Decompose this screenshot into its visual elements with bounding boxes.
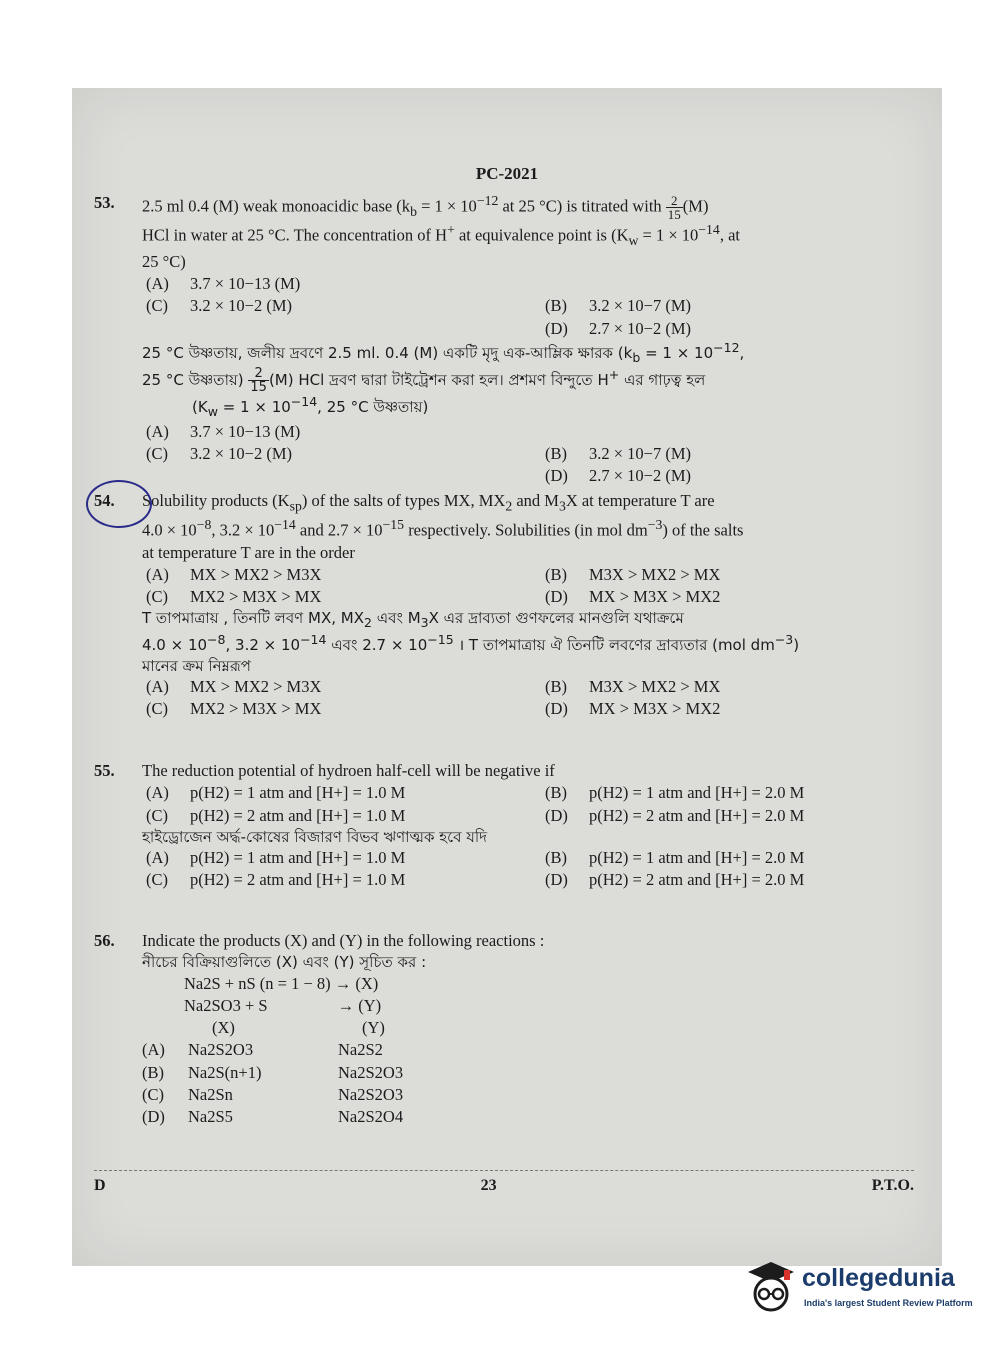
q56-bn-line-1: নীচের বিক্রিয়াগুলিতে (X) এবং (Y) সূচিত কর :: [142, 953, 427, 972]
option-b[interactable]: (B) p(H2) = 1 atm and [H+] = 2.0 M: [545, 848, 805, 868]
option-d[interactable]: (D) 2.7 × 10−2 (M): [545, 318, 692, 338]
q53-bn-line-1: 25 °C উষ্ণতায়, জলীয় দ্রবণে 2.5 ml. 0.4 (M) একটি মৃদু এক-আম্লিক ক্ষারক ($k_b = 1 \times 10^{-12}$,: [142, 339, 745, 365]
option-b[interactable]: (B) p(H2) = 1 atm and [H+] = 2.0 M: [545, 783, 805, 803]
option-b[interactable]: (B) M3X > MX2 > MX: [545, 564, 721, 584]
option-b[interactable]: (B) Na2S(n+1) Na2S2O3: [142, 1062, 404, 1082]
option-a[interactable]: (A) 3.7 × 10−13 (M): [146, 421, 301, 441]
q53-bn-options: [146, 421, 914, 488]
q56-options: [142, 1039, 914, 1128]
q53-en-line-2: HCl in water at 25 °C. The concentration of H+ at equivalence point is ($K_w = 1 \times 10^{-14}$, at: [142, 222, 740, 249]
pto-label: P.T.O.: [871, 1177, 914, 1194]
q54-bn-line-2: $4.0 \times 10^{-8}$, $3.2 \times 10^{-14}$ এবং $2.7 \times 10^{-15}$ । T তাপমাত্রায় ঐ তিনটি লবণের দ্রাব্যতার (mol $dm^{-3}$): [142, 632, 800, 655]
q54-bn-options: [146, 676, 914, 721]
option-c[interactable]: (C) 3.2 × 10−2 (M): [146, 296, 293, 316]
question-54: [94, 490, 914, 720]
option-a[interactable]: (A) MX > MX2 > M3X: [146, 676, 322, 696]
question-number: 55.: [94, 761, 115, 780]
option-c[interactable]: (C) p(H2) = 2 atm and [H+] = 1.0 M: [146, 870, 406, 890]
q54-options: [146, 564, 914, 609]
option-d[interactable]: (D) p(H2) = 2 atm and [H+] = 2.0 M: [545, 805, 805, 825]
fraction: $\frac{2}{15}$: [250, 365, 267, 395]
graduate-icon: [744, 1258, 798, 1314]
reaction-2: Na2SO3 + S → (Y): [184, 995, 382, 1015]
collegedunia-logo: [744, 1258, 974, 1318]
pen-circle-mark: [86, 480, 152, 528]
q53-options: [146, 273, 914, 340]
fraction: $\frac{2}{15}$: [667, 193, 681, 223]
column-y-header: (Y): [362, 1018, 385, 1038]
question-number: 53.: [94, 193, 115, 212]
option-a[interactable]: (A) p(H2) = 1 atm and [H+] = 1.0 M: [146, 783, 406, 803]
option-a[interactable]: (A) MX > MX2 > M3X: [146, 564, 322, 584]
paper-code: PC-2021: [475, 164, 539, 183]
q55-bn-options: [146, 847, 914, 892]
question-number: 56.: [94, 931, 115, 950]
q53-bn-line-2: 25 °C উষ্ণতায়) $\frac{2}{15}$ (M) HCl দ্রবণ দ্বারা টাইট্রেশন করা হল। প্রশমণ বিন্দুতে H+ এর গাঢ়ত্ব হল: [142, 365, 706, 395]
reaction-1: Na2S + nS (n = 1 − 8) → (X): [184, 973, 379, 993]
option-d[interactable]: (D) Na2S5 Na2S2O4: [142, 1107, 404, 1127]
q54-en-line-3: at temperature T are in the order: [142, 542, 355, 562]
product-table: [192, 1017, 914, 1039]
q54-bn-line-3: মানের ক্রম নিম্নরূপ: [142, 656, 251, 675]
q54-bn-line-1: T তাপমাত্রায় , তিনটি লবণ MX, $MX_2$ এবং $M_3X$ এর দ্রাব্যতা গুণফলের মানগুলি যথাক্রমে: [142, 609, 684, 631]
option-c[interactable]: (C) Na2Sn Na2S2O3: [142, 1084, 404, 1104]
option-b[interactable]: (B) 3.2 × 10−7 (M): [545, 443, 692, 463]
set-code: D: [94, 1177, 106, 1194]
q55-options: [146, 782, 914, 827]
page-number: 23: [480, 1177, 497, 1194]
option-a[interactable]: (A) Na2S2O3 Na2S2: [142, 1040, 383, 1060]
option-d[interactable]: (D) p(H2) = 2 atm and [H+] = 2.0 M: [545, 870, 805, 890]
q54-en-line-1: Solubility products $(K_{sp})$ of the salts of types MX, $MX_2$ and $M_3X$ at temperature T are: [142, 491, 715, 514]
question-number: 54.: [94, 490, 115, 512]
question-53: [94, 192, 914, 487]
q55-bn-line-1: হাইড্রোজেন অর্দ্ধ-কোষের বিজারণ বিভব ঋণাত্মক হবে যদি: [142, 827, 488, 846]
option-c[interactable]: (C) MX2 > M3X > MX: [146, 587, 322, 607]
page-footer: [94, 1170, 914, 1195]
reaction-block: [184, 973, 914, 1018]
exam-page: [72, 88, 942, 1266]
question-55: [94, 760, 914, 892]
q56-en-line-1: Indicate the products (X) and (Y) in the following reactions :: [142, 931, 545, 950]
option-d[interactable]: (D) 2.7 × 10−2 (M): [545, 466, 692, 486]
q53-en-line-1: 2.5 ml 0.4 (M) weak monoacidic base ($k_b = 1 \times 10^{-12}$ at 25 °C) is titrated with $\frac{2}{15}$ (M): [142, 193, 709, 223]
option-c[interactable]: (C) MX2 > M3X > MX: [146, 699, 322, 719]
option-d[interactable]: (D) MX > M3X > MX2: [545, 587, 721, 607]
q54-en-line-2: $4.0 \times 10^{-8}$, $3.2 \times 10^{-14}$ and $2.7 \times 10^{-15}$ respectively. Solubilities (in mol $dm^{-3}$) of the salts: [142, 516, 744, 540]
q55-en-line-1: The reduction potential of hydroen half-cell will be negative if: [142, 761, 555, 780]
option-b[interactable]: (B) 3.2 × 10−7 (M): [545, 296, 692, 316]
option-a[interactable]: (A) 3.7 × 10−13 (M): [146, 273, 301, 293]
q53-en-line-3: 25 °C): [142, 251, 186, 271]
option-a[interactable]: (A) p(H2) = 1 atm and [H+] = 1.0 M: [146, 848, 406, 868]
option-c[interactable]: (C) p(H2) = 2 atm and [H+] = 1.0 M: [146, 805, 406, 825]
column-x-header: (X): [212, 1018, 235, 1038]
option-d[interactable]: (D) MX > M3X > MX2: [545, 699, 721, 719]
q53-bn-line-3: ($K_w = 1 \times 10^{-14}$, 25 °C উষ্ণতায়): [192, 393, 429, 419]
option-b[interactable]: (B) M3X > MX2 > MX: [545, 676, 721, 696]
option-c[interactable]: (C) 3.2 × 10−2 (M): [146, 443, 293, 463]
brand-name: collegedunia: [802, 1264, 955, 1292]
question-56: [94, 930, 914, 1128]
brand-tagline: India's largest Student Review Platform: [804, 1298, 973, 1308]
